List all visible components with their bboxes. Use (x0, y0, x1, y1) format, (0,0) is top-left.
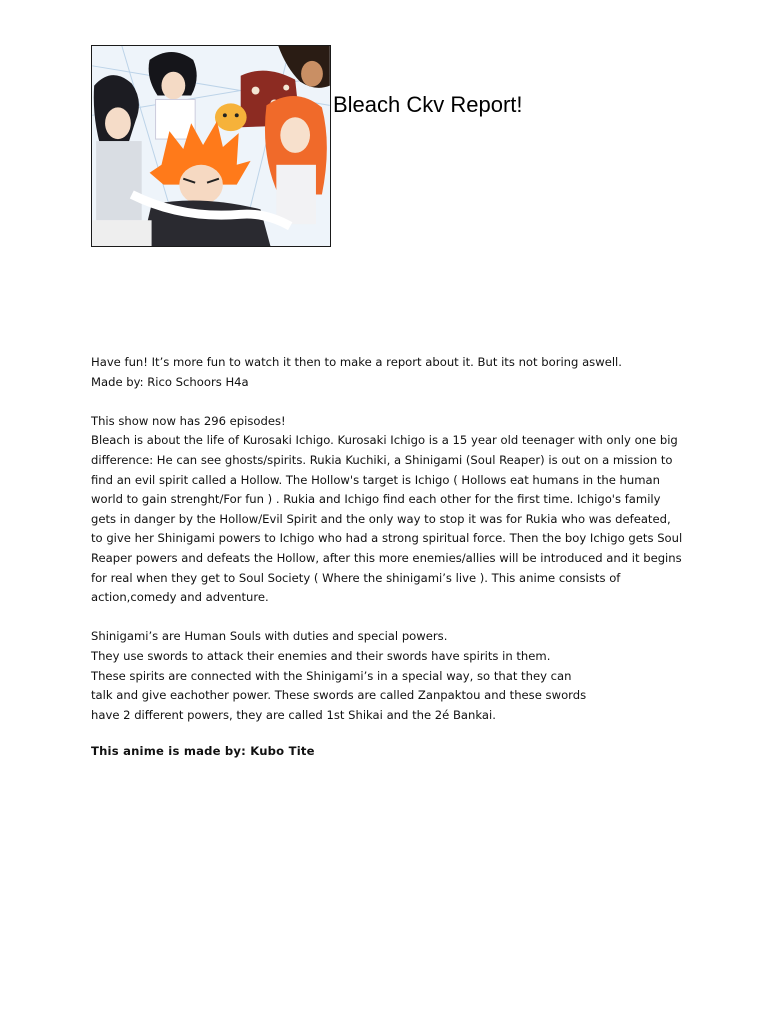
report-body (91, 353, 691, 762)
shinigami-line: These spirits are connected with the Shinigami’s in a special way, so that they can (91, 668, 572, 683)
author-line: Made by: Rico Schoors H4a (91, 374, 249, 389)
shinigami-line: have 2 different powers, they are called 1st Shikai and the 2é Bankai. (91, 707, 496, 722)
story-line: world to gain strenght/For fun ) . Rukia and Ichigo find each other for the first time. Ichigo's family (91, 492, 661, 507)
credit-line: This anime is made by: Kubo Tite (91, 744, 315, 759)
story-line: for real when they get to Soul Society ( Where the shinigami’s live ). This anime consists of (91, 570, 621, 585)
story-line: find an evil spirit called a Hollow. The Hollow's target is Ichigo ( Hollows eat humans in the human (91, 472, 660, 487)
shinigami-line: They use swords to attack their enemies and their swords have spirits in them. (91, 648, 551, 663)
intro-line: Have fun! It’s more fun to watch it then to make a report about it. But its not boring aswell. (91, 355, 622, 369)
story-line: difference: He can see ghosts/spirits. Rukia Kuchiki, a Shinigami (Soul Reaper) is out on a mission to (91, 452, 673, 467)
story-line: to give her Shinigami powers to Ichigo who had a strong spiritual force. Then the boy Ichigo gets Soul (91, 531, 683, 546)
story-line: gets in danger by the Hollow/Evil Spirit and the only way to stop it was for Rukia who was defeated, (91, 511, 671, 526)
story-line: Bleach is about the life of Kurosaki Ichigo. Kurosaki Ichigo is a 15 year old teenager with only one big (91, 433, 678, 448)
page-title: Bleach Ckv Report! (333, 92, 523, 117)
cover-illustration (91, 45, 331, 247)
story-line: action,comedy and adventure. (91, 590, 269, 605)
story-line: This show now has 296 episodes! (91, 413, 286, 428)
story-line: Reaper powers and defeats the Hollow, after this more enemies/allies will be introduced and it begins (91, 550, 682, 565)
shinigami-line: talk and give eachother power. These swords are called Zanpaktou and these swords (91, 688, 587, 703)
shinigami-line: Shinigami’s are Human Souls with duties and special powers. (91, 629, 448, 644)
